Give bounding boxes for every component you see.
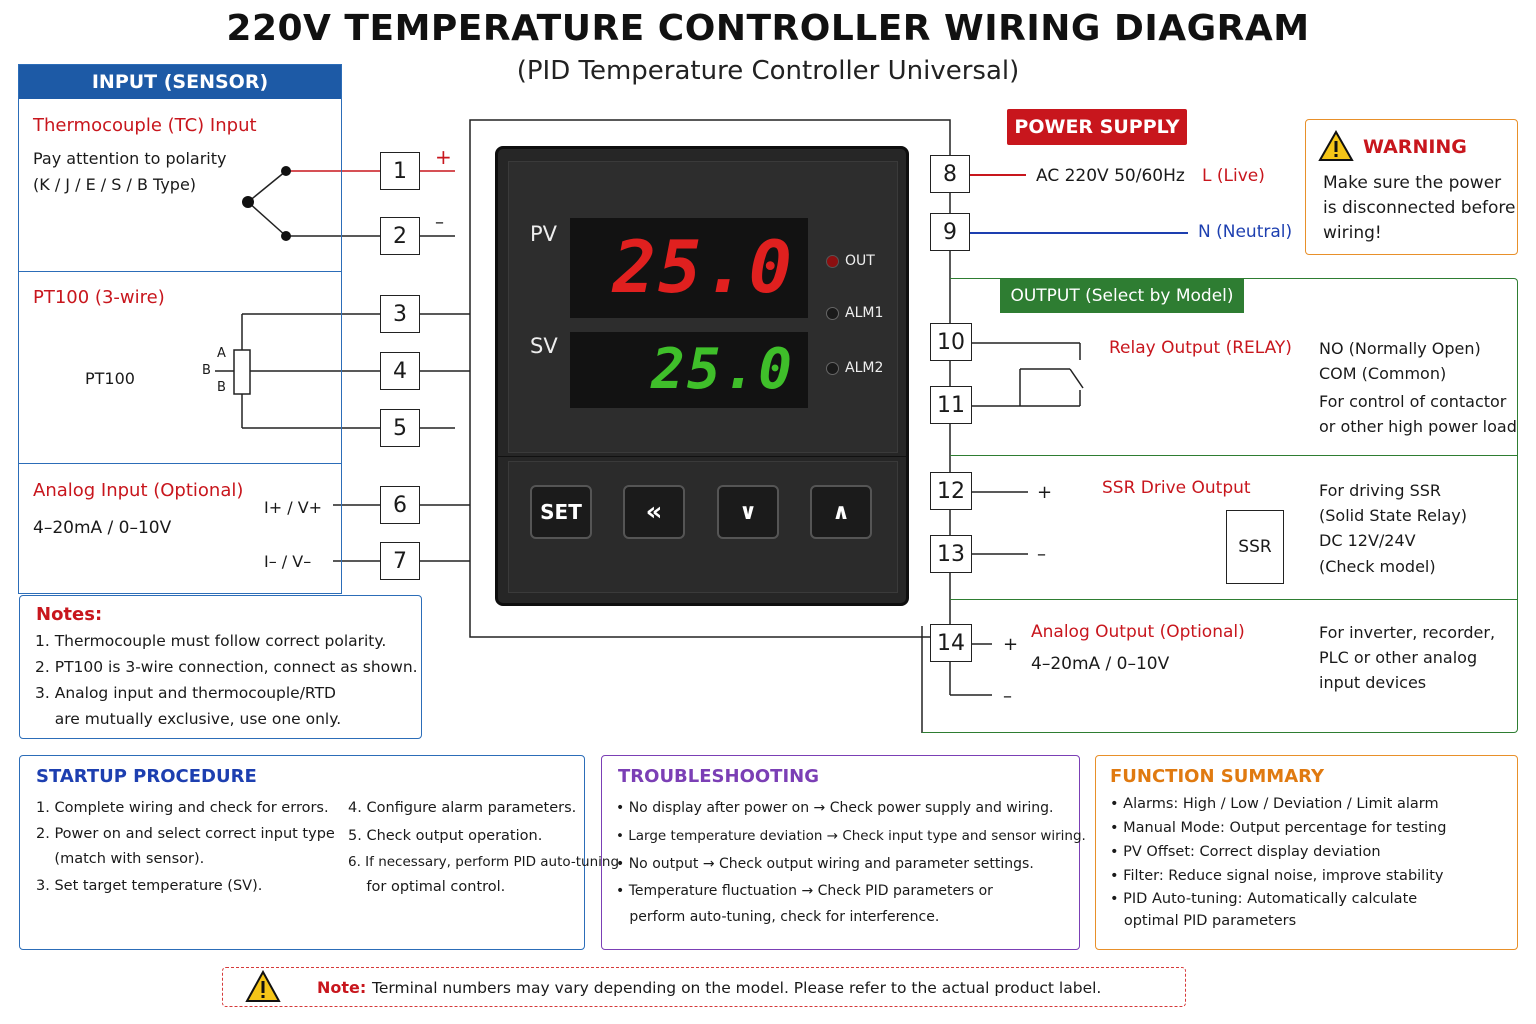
alm2-led <box>826 362 839 375</box>
warning-text-2: is disconnected before <box>1323 198 1516 218</box>
tc-title: Thermocouple (TC) Input <box>33 115 257 136</box>
notes-list <box>35 628 418 732</box>
note-item: 1. Thermocouple must follow correct polarity. <box>35 632 387 650</box>
ssr-desc-1: For driving SSR <box>1319 481 1441 500</box>
input-panel <box>18 64 342 594</box>
terminal-6: 6 <box>380 486 420 524</box>
troubleshooting-item: • Large temperature deviation → Check input type and sensor wiring. <box>616 828 1086 844</box>
pt100-b-label: B <box>202 363 211 378</box>
troubleshooting-title: TROUBLESHOOTING <box>618 766 819 787</box>
relay-desc-2: COM (Common) <box>1319 364 1447 383</box>
troubleshooting-item: • No display after power on → Check power supply and wiring. <box>616 800 1054 816</box>
terminal-10: 10 <box>930 323 972 361</box>
analog-input-range: 4–20mA / 0–10V <box>33 518 172 538</box>
neutral-label: N (Neutral) <box>1198 222 1293 242</box>
down-button[interactable]: ∨ <box>717 485 779 539</box>
tc-plus-sign: + <box>435 145 452 169</box>
troubleshooting-item: • Temperature fluctuation → Check PID parameters or <box>616 883 993 899</box>
tc-polarity-note: Pay attention to polarity <box>33 149 227 168</box>
ssr-desc-3: DC 12V/24V <box>1319 531 1416 550</box>
startup-box <box>19 755 620 950</box>
startup-step: 4. Configure alarm parameters. <box>348 800 577 816</box>
function-item: • Filter: Reduce signal noise, improve stability <box>1110 868 1444 884</box>
function-item: • PID Auto-tuning: Automatically calculate <box>1110 891 1418 907</box>
pv-label: PV <box>530 222 558 246</box>
function-item: • Alarms: High / Low / Deviation / Limit alarm <box>1110 796 1439 812</box>
terminal-7: 7 <box>380 542 420 580</box>
terminal-13: 13 <box>930 535 972 573</box>
input-header: INPUT (SENSOR) <box>19 65 341 99</box>
warning-title: WARNING <box>1363 136 1467 158</box>
note-item: are mutually exclusive, use one only. <box>35 710 342 728</box>
sv-label: SV <box>530 334 558 358</box>
function-item: • Manual Mode: Output percentage for testing <box>1110 820 1447 836</box>
pt100-label: PT100 <box>85 369 135 388</box>
footer-note-text: Terminal numbers may vary depending on the model. Please refer to the actual product label. <box>372 979 1102 997</box>
startup-step: 6. If necessary, perform PID auto-tuning <box>348 854 620 870</box>
startup-step: (match with sensor). <box>36 851 205 867</box>
analog-out-minus: – <box>1003 686 1012 707</box>
alm1-led <box>826 307 839 320</box>
shift-button[interactable]: « <box>623 485 685 539</box>
page-subtitle: (PID Temperature Controller Universal) <box>516 56 1020 86</box>
notes-box <box>19 595 422 739</box>
page-title: 220V TEMPERATURE CONTROLLER WIRING DIAGRAM <box>226 8 1310 49</box>
function-item: • PV Offset: Correct display deviation <box>1110 844 1381 860</box>
warning-text-3: wiring! <box>1323 223 1382 243</box>
output-header: OUTPUT (Select by Model) <box>1000 279 1244 313</box>
terminal-12: 12 <box>930 472 972 510</box>
troubleshooting-list <box>616 794 1086 930</box>
terminal-1: 1 <box>380 152 420 190</box>
warning-box <box>1305 119 1518 255</box>
up-button[interactable]: ∧ <box>810 485 872 539</box>
analog-input-neg: I– / V– <box>264 552 312 571</box>
startup-step: 5. Check output operation. <box>348 828 543 844</box>
startup-list-left <box>36 794 335 900</box>
analog-output-desc-2: PLC or other analog <box>1319 648 1478 667</box>
startup-list-right <box>348 794 619 900</box>
notes-title: Notes: <box>36 604 103 625</box>
terminal-3: 3 <box>380 295 420 333</box>
analog-out-plus: + <box>1003 634 1019 655</box>
startup-step: 3. Set target temperature (SV). <box>36 878 263 894</box>
startup-step: for optimal control. <box>348 879 506 895</box>
alm1-led-label: ALM1 <box>845 305 884 321</box>
controller-body <box>495 146 909 606</box>
relay-desc-1: NO (Normally Open) <box>1319 339 1481 358</box>
ssr-block: SSR <box>1226 510 1284 584</box>
power-supply-header: POWER SUPPLY <box>1007 109 1187 145</box>
pv-value: 25.0 <box>612 225 794 309</box>
terminal-5: 5 <box>380 409 420 447</box>
footer-warning-icon <box>245 970 281 1004</box>
terminal-14: 14 <box>930 624 972 662</box>
live-label: L (Live) <box>1202 166 1265 186</box>
startup-step: 1. Complete wiring and check for errors. <box>36 800 329 816</box>
out-led-label: OUT <box>845 253 875 269</box>
relay-title: Relay Output (RELAY) <box>1109 338 1292 358</box>
pt100-title: PT100 (3-wire) <box>33 287 165 308</box>
analog-output-title: Analog Output (Optional) <box>1031 622 1245 642</box>
analog-input-pos: I+ / V+ <box>264 498 323 517</box>
footer-note <box>222 967 1186 1007</box>
terminal-11: 11 <box>930 386 972 424</box>
analog-output-desc-1: For inverter, recorder, <box>1319 623 1496 642</box>
ssr-plus-sign: + <box>1037 482 1053 503</box>
startup-step: 2. Power on and select correct input type <box>36 826 335 842</box>
analog-input-title: Analog Input (Optional) <box>33 480 244 501</box>
alm2-led-label: ALM2 <box>845 360 884 376</box>
ac-voltage-label: AC 220V 50/60Hz <box>1036 166 1185 186</box>
terminal-4: 4 <box>380 352 420 390</box>
note-item: 3. Analog input and thermocouple/RTD <box>35 684 336 702</box>
troubleshooting-box <box>601 755 1086 950</box>
warning-text-1: Make sure the power <box>1323 173 1502 193</box>
ssr-title: SSR Drive Output <box>1102 478 1251 498</box>
tc-minus-sign: – <box>435 212 444 233</box>
out-led <box>826 255 839 268</box>
function-summary-box <box>1095 755 1518 950</box>
ssr-minus-sign: – <box>1037 544 1046 565</box>
troubleshooting-item: perform auto-tuning, check for interference. <box>616 909 940 925</box>
sv-display <box>570 332 808 408</box>
set-button[interactable]: SET <box>530 485 592 539</box>
pv-display <box>570 218 808 318</box>
ssr-desc-4: (Check model) <box>1319 557 1436 576</box>
function-item: optimal PID parameters <box>1110 913 1297 929</box>
note-item: 2. PT100 is 3-wire connection, connect as shown. <box>35 658 418 676</box>
analog-output-desc-3: input devices <box>1319 673 1427 692</box>
warning-icon <box>1318 130 1354 162</box>
pt100-b2-label: B <box>217 380 226 395</box>
terminal-9: 9 <box>930 213 970 251</box>
function-summary-list <box>1110 792 1446 932</box>
analog-output-range: 4–20mA / 0–10V <box>1031 654 1170 674</box>
pt100-a-label: A <box>217 346 226 361</box>
sv-value: 25.0 <box>651 337 794 402</box>
tc-types: (K / J / E / S / B Type) <box>33 175 197 194</box>
terminal-2: 2 <box>380 217 420 255</box>
function-summary-title: FUNCTION SUMMARY <box>1110 766 1325 787</box>
troubleshooting-item: • No output → Check output wiring and parameter settings. <box>616 856 1034 872</box>
relay-desc-3: For control of contactor <box>1319 392 1507 411</box>
terminal-8: 8 <box>930 155 970 193</box>
footer-note-label: Note: <box>317 978 367 997</box>
startup-title: STARTUP PROCEDURE <box>36 766 257 787</box>
ssr-desc-2: (Solid State Relay) <box>1319 506 1467 525</box>
relay-desc-4: or other high power load <box>1319 417 1517 436</box>
